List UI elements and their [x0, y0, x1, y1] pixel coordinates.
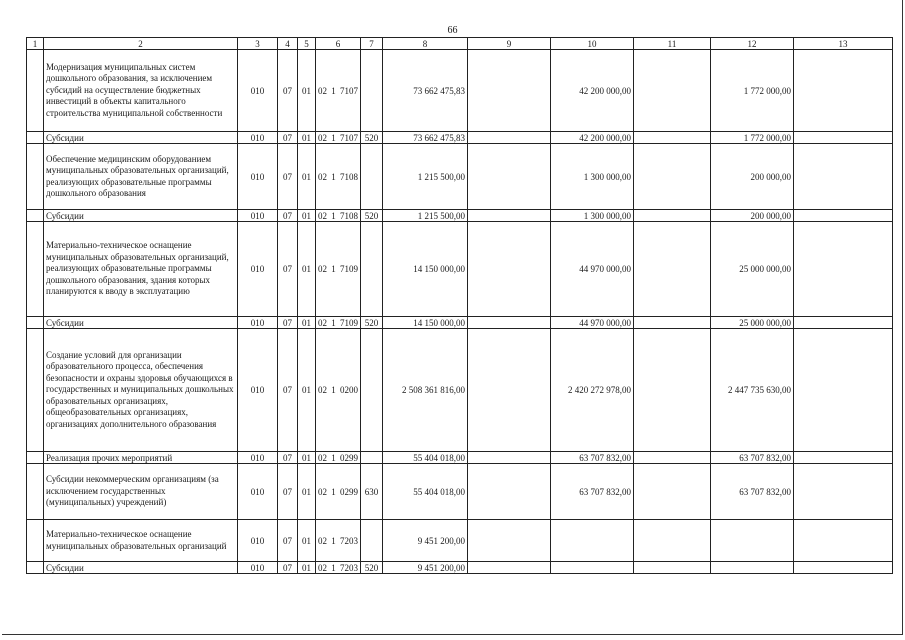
amount-cell — [468, 329, 551, 452]
amount-cell — [794, 222, 893, 317]
column-header: 6 — [316, 38, 361, 50]
amount-cell — [468, 520, 551, 562]
table-row — [27, 132, 893, 144]
column-header: 5 — [298, 38, 316, 50]
ministry-code-cell: 010 — [238, 132, 278, 144]
row-index-cell — [27, 222, 44, 317]
ministry-code-cell: 010 — [238, 452, 278, 464]
row-index-cell — [27, 464, 44, 520]
expense-type-cell: 520 — [361, 562, 383, 574]
amount-cell: 1 215 500,00 — [383, 144, 468, 210]
table-row — [27, 50, 893, 132]
expense-type-cell — [361, 144, 383, 210]
amount-cell: 1 772 000,00 — [711, 50, 794, 132]
target-article-cell: 02 1 0299 — [316, 464, 361, 520]
amount-cell: 9 451 200,00 — [383, 562, 468, 574]
amount-cell — [468, 210, 551, 222]
expense-type-cell — [361, 520, 383, 562]
amount-cell: 2 508 361 816,00 — [383, 329, 468, 452]
amount-cell: 42 200 000,00 — [551, 132, 634, 144]
amount-cell: 44 970 000,00 — [551, 317, 634, 329]
amount-cell — [634, 520, 711, 562]
section-code-cell: 07 — [278, 144, 298, 210]
amount-cell: 200 000,00 — [711, 210, 794, 222]
amount-cell — [794, 520, 893, 562]
section-code-cell: 07 — [278, 210, 298, 222]
amount-cell: 42 200 000,00 — [551, 50, 634, 132]
amount-cell — [468, 464, 551, 520]
amount-cell — [468, 50, 551, 132]
section-code-cell: 07 — [278, 50, 298, 132]
ministry-code-cell: 010 — [238, 222, 278, 317]
target-article-cell: 02 1 7108 — [316, 144, 361, 210]
amount-cell: 1 772 000,00 — [711, 132, 794, 144]
table-row — [27, 562, 893, 574]
column-number-row — [27, 38, 893, 50]
section-code-cell: 07 — [278, 520, 298, 562]
amount-cell — [468, 452, 551, 464]
section-code-cell: 07 — [278, 317, 298, 329]
page-number: 66 — [447, 25, 458, 36]
amount-cell — [634, 132, 711, 144]
table-row — [27, 452, 893, 464]
section-code-cell: 07 — [278, 562, 298, 574]
target-article-cell: 02 1 7203 — [316, 520, 361, 562]
amount-cell: 44 970 000,00 — [551, 222, 634, 317]
amount-cell — [634, 50, 711, 132]
row-index-cell — [27, 329, 44, 452]
expense-type-cell: 520 — [361, 132, 383, 144]
amount-cell: 25 000 000,00 — [711, 317, 794, 329]
expense-type-cell — [361, 50, 383, 132]
amount-cell: 2 420 272 978,00 — [551, 329, 634, 452]
expense-type-cell — [361, 329, 383, 452]
ministry-code-cell: 010 — [238, 50, 278, 132]
section-code-cell: 07 — [278, 329, 298, 452]
amount-cell — [711, 520, 794, 562]
subsection-code-cell: 01 — [298, 452, 316, 464]
amount-cell — [634, 144, 711, 210]
amount-cell: 14 150 000,00 — [383, 317, 468, 329]
row-index-cell — [27, 452, 44, 464]
amount-cell: 2 447 735 630,00 — [711, 329, 794, 452]
amount-cell: 63 707 832,00 — [551, 464, 634, 520]
expense-type-cell — [361, 222, 383, 317]
amount-cell: 73 662 475,83 — [383, 132, 468, 144]
expense-name-cell: Субсидии — [44, 210, 238, 222]
expense-type-cell: 630 — [361, 464, 383, 520]
scan-frame-right-edge — [902, 0, 903, 635]
amount-cell: 55 404 018,00 — [383, 464, 468, 520]
target-article-cell: 02 1 7109 — [316, 222, 361, 317]
amount-cell: 9 451 200,00 — [383, 520, 468, 562]
amount-cell — [794, 144, 893, 210]
amount-cell — [468, 132, 551, 144]
amount-cell — [711, 562, 794, 574]
amount-cell — [551, 562, 634, 574]
expense-type-cell: 520 — [361, 317, 383, 329]
expense-name-cell: Реализация прочих мероприятий — [44, 452, 238, 464]
target-article-cell: 02 1 7107 — [316, 132, 361, 144]
subsection-code-cell: 01 — [298, 132, 316, 144]
target-article-cell: 02 1 7108 — [316, 210, 361, 222]
table-row — [27, 210, 893, 222]
expense-name-cell: Субсидии — [44, 132, 238, 144]
subsection-code-cell: 01 — [298, 329, 316, 452]
target-article-cell: 02 1 7203 — [316, 562, 361, 574]
column-header: 4 — [278, 38, 298, 50]
expense-name-cell: Материально-техническое оснащение муниципальных образовательных организаций, реализующих образовательные программы дошкольного образования, здания которых планируются к вводу в эксплуатацию — [44, 222, 238, 317]
expense-name-cell: Субсидии некоммерческим организациям (за исключением государственных (муниципальных) учреждений) — [44, 464, 238, 520]
expense-name-cell: Обеспечение медицинским оборудованием муниципальных образовательных организаций, реализующих образовательные программы дошкольного образования — [44, 144, 238, 210]
ministry-code-cell: 010 — [238, 317, 278, 329]
section-code-cell: 07 — [278, 222, 298, 317]
amount-cell — [794, 132, 893, 144]
amount-cell — [794, 50, 893, 132]
ministry-code-cell: 010 — [238, 329, 278, 452]
amount-cell — [634, 464, 711, 520]
table-row — [27, 144, 893, 210]
table-row — [27, 464, 893, 520]
amount-cell — [468, 144, 551, 210]
column-header: 10 — [551, 38, 634, 50]
target-article-cell: 02 1 7109 — [316, 317, 361, 329]
column-header: 1 — [27, 38, 44, 50]
column-header: 12 — [711, 38, 794, 50]
amount-cell — [468, 317, 551, 329]
subsection-code-cell: 01 — [298, 222, 316, 317]
ministry-code-cell: 010 — [238, 520, 278, 562]
expense-name-cell: Материально-техническое оснащение муниципальных образовательных организаций — [44, 520, 238, 562]
amount-cell — [634, 329, 711, 452]
amount-cell — [794, 329, 893, 452]
expense-type-cell — [361, 452, 383, 464]
subsection-code-cell: 01 — [298, 50, 316, 132]
subsection-code-cell: 01 — [298, 520, 316, 562]
target-article-cell: 02 1 0200 — [316, 329, 361, 452]
row-index-cell — [27, 520, 44, 562]
amount-cell — [468, 562, 551, 574]
amount-cell — [634, 222, 711, 317]
amount-cell: 200 000,00 — [711, 144, 794, 210]
amount-cell: 25 000 000,00 — [711, 222, 794, 317]
ministry-code-cell: 010 — [238, 562, 278, 574]
subsection-code-cell: 01 — [298, 317, 316, 329]
amount-cell — [794, 317, 893, 329]
expense-name-cell: Модернизация муниципальных систем дошкольного образования, за исключением субсидий на осуществление бюджетных инвестиций в объекты капитального строительства муниципальной собственности — [44, 50, 238, 132]
amount-cell — [794, 452, 893, 464]
amount-cell — [634, 562, 711, 574]
target-article-cell: 02 1 0299 — [316, 452, 361, 464]
table-row — [27, 222, 893, 317]
budget-table — [26, 37, 893, 574]
table-row — [27, 329, 893, 452]
row-index-cell — [27, 132, 44, 144]
column-header: 2 — [44, 38, 238, 50]
amount-cell: 1 215 500,00 — [383, 210, 468, 222]
row-index-cell — [27, 317, 44, 329]
expense-name-cell: Субсидии — [44, 317, 238, 329]
subsection-code-cell: 01 — [298, 144, 316, 210]
ministry-code-cell: 010 — [238, 144, 278, 210]
amount-cell: 73 662 475,83 — [383, 50, 468, 132]
column-header: 7 — [361, 38, 383, 50]
scan-frame-bottom-edge — [2, 634, 903, 635]
amount-cell: 1 300 000,00 — [551, 210, 634, 222]
ministry-code-cell: 010 — [238, 210, 278, 222]
expense-type-cell: 520 — [361, 210, 383, 222]
amount-cell: 14 150 000,00 — [383, 222, 468, 317]
subsection-code-cell: 01 — [298, 562, 316, 574]
amount-cell — [634, 210, 711, 222]
column-header: 13 — [794, 38, 893, 50]
column-header: 9 — [468, 38, 551, 50]
amount-cell — [794, 464, 893, 520]
amount-cell — [634, 452, 711, 464]
amount-cell: 1 300 000,00 — [551, 144, 634, 210]
amount-cell — [551, 520, 634, 562]
column-header: 11 — [634, 38, 711, 50]
subsection-code-cell: 01 — [298, 210, 316, 222]
column-header: 8 — [383, 38, 468, 50]
table-row — [27, 520, 893, 562]
amount-cell: 63 707 832,00 — [711, 464, 794, 520]
row-index-cell — [27, 50, 44, 132]
table-row — [27, 317, 893, 329]
expense-name-cell: Создание условий для организации образовательного процесса, обеспечения безопасности и охраны здоровья обучающихся в государственных и муниципальных дошкольных образовательных организациях, общеобразовательных организациях, организациях дополнительного образования — [44, 329, 238, 452]
target-article-cell: 02 1 7107 — [316, 50, 361, 132]
amount-cell — [634, 317, 711, 329]
amount-cell — [468, 222, 551, 317]
amount-cell: 55 404 018,00 — [383, 452, 468, 464]
section-code-cell: 07 — [278, 452, 298, 464]
amount-cell: 63 707 832,00 — [551, 452, 634, 464]
row-index-cell — [27, 562, 44, 574]
column-header: 3 — [238, 38, 278, 50]
expense-name-cell: Субсидии — [44, 562, 238, 574]
amount-cell: 63 707 832,00 — [711, 452, 794, 464]
amount-cell — [794, 562, 893, 574]
section-code-cell: 07 — [278, 132, 298, 144]
row-index-cell — [27, 210, 44, 222]
subsection-code-cell: 01 — [298, 464, 316, 520]
ministry-code-cell: 010 — [238, 464, 278, 520]
row-index-cell — [27, 144, 44, 210]
amount-cell — [794, 210, 893, 222]
section-code-cell: 07 — [278, 464, 298, 520]
